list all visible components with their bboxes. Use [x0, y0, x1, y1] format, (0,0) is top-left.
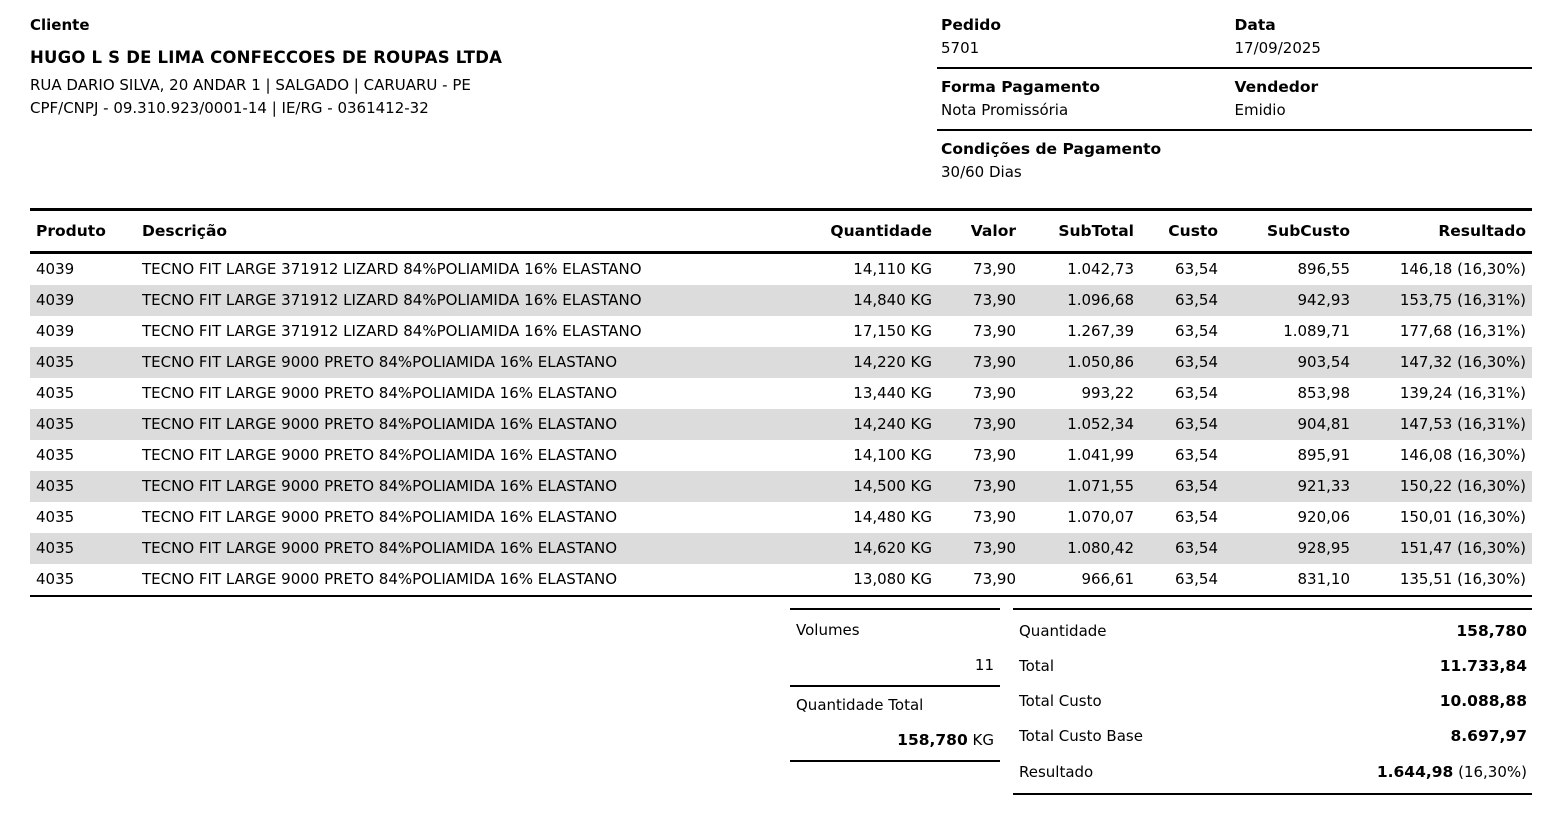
cell-valor: 73,90	[973, 508, 1016, 526]
cell-valor: 73,90	[973, 291, 1016, 309]
cell-descricao: TECNO FIT LARGE 9000 PRETO 84%POLIAMIDA 16% ELASTANO	[142, 384, 618, 402]
table-row	[30, 347, 1532, 378]
forma-pagamento-value: Nota Promissória	[941, 101, 1069, 119]
cell-descricao: TECNO FIT LARGE 9000 PRETO 84%POLIAMIDA 16% ELASTANO	[142, 508, 618, 526]
client-documents: CPF/CNPJ - 09.310.923/0001-14 | IE/RG - 0361412-32	[30, 99, 429, 117]
cell-produto: 4035	[36, 415, 75, 433]
cell-subtotal: 1.052,34	[1067, 415, 1134, 433]
cell-subcusto: 904,81	[1297, 415, 1350, 433]
cell-descricao: TECNO FIT LARGE 9000 PRETO 84%POLIAMIDA 16% ELASTANO	[142, 415, 618, 433]
cell-valor: 73,90	[973, 539, 1016, 557]
totals-resultado-value-group	[1377, 762, 1527, 781]
cell-descricao: TECNO FIT LARGE 9000 PRETO 84%POLIAMIDA 16% ELASTANO	[142, 570, 618, 588]
totals-total-custo-base-label: Total Custo Base	[1019, 726, 1143, 745]
cell-subcusto: 921,33	[1297, 477, 1350, 495]
cell-resultado: 135,51 (16,30%)	[1399, 570, 1526, 588]
cell-produto: 4039	[36, 260, 75, 278]
volumes-bottom-divider	[790, 760, 1000, 762]
cell-custo: 63,54	[1175, 291, 1218, 309]
order-field-data	[1235, 16, 1529, 57]
cell-subtotal: 1.042,73	[1067, 260, 1134, 278]
cell-valor: 73,90	[973, 260, 1016, 278]
pedido-value: 5701	[941, 39, 980, 57]
cell-produto: 4035	[36, 570, 75, 588]
order-row-condicoes	[937, 131, 1532, 191]
totals-resultado-value: 1.644,98	[1376, 762, 1454, 781]
cell-produto: 4035	[36, 353, 75, 371]
cell-resultado: 139,24 (16,31%)	[1399, 384, 1526, 402]
table-row	[30, 409, 1532, 440]
cell-quantidade: 14,840 KG	[853, 291, 932, 309]
order-field-condicoes	[941, 140, 1528, 181]
cell-descricao: TECNO FIT LARGE 371912 LIZARD 84%POLIAMIDA 16% ELASTANO	[142, 291, 642, 309]
cell-subtotal: 966,61	[1081, 570, 1134, 588]
cell-resultado: 177,68 (16,31%)	[1399, 322, 1526, 340]
cell-quantidade: 14,500 KG	[853, 477, 932, 495]
header-subtotal: SubTotal	[1022, 210, 1140, 253]
order-field-forma-pagamento	[941, 78, 1235, 119]
cell-resultado: 150,22 (16,30%)	[1399, 477, 1526, 495]
cell-produto: 4035	[36, 477, 75, 495]
cell-resultado: 147,53 (16,31%)	[1399, 415, 1526, 433]
cell-custo: 63,54	[1175, 260, 1218, 278]
cell-custo: 63,54	[1175, 384, 1218, 402]
vendedor-label: Vendedor	[1234, 78, 1319, 96]
totals-row-total	[1013, 648, 1532, 683]
cell-resultado: 146,18 (16,30%)	[1399, 260, 1526, 278]
cell-quantidade: 17,150 KG	[853, 322, 932, 340]
cell-quantidade: 13,080 KG	[853, 570, 932, 588]
volumes-label: Volumes	[796, 621, 860, 639]
cell-subcusto: 942,93	[1297, 291, 1350, 309]
table-row	[30, 564, 1532, 596]
cell-valor: 73,90	[973, 322, 1016, 340]
table-row	[30, 285, 1532, 316]
cell-descricao: TECNO FIT LARGE 371912 LIZARD 84%POLIAMIDA 16% ELASTANO	[142, 260, 642, 278]
items-header-row	[30, 210, 1532, 253]
cell-resultado: 147,32 (16,30%)	[1399, 353, 1526, 371]
cell-custo: 63,54	[1175, 508, 1218, 526]
client-block	[30, 14, 502, 120]
cell-valor: 73,90	[973, 353, 1016, 371]
totals-total-custo-base-value: 8.697,97	[1450, 726, 1527, 745]
report-header	[30, 14, 1532, 191]
cell-quantidade: 14,620 KG	[853, 539, 932, 557]
cell-quantidade: 14,100 KG	[853, 446, 932, 464]
cell-subtotal: 1.071,55	[1067, 477, 1134, 495]
cell-produto: 4039	[36, 322, 75, 340]
cell-produto: 4035	[36, 508, 75, 526]
cell-descricao: TECNO FIT LARGE 9000 PRETO 84%POLIAMIDA 16% ELASTANO	[142, 446, 618, 464]
client-address: RUA DARIO SILVA, 20 ANDAR 1 | SALGADO | CARUARU - PE	[30, 76, 471, 94]
totals-total-value: 11.733,84	[1439, 656, 1527, 675]
totals-total-label: Total	[1019, 656, 1055, 675]
cell-subcusto: 1.089,71	[1283, 322, 1350, 340]
cell-subtotal: 1.070,07	[1067, 508, 1134, 526]
cell-custo: 63,54	[1175, 415, 1218, 433]
cell-valor: 73,90	[973, 384, 1016, 402]
client-name: HUGO L S DE LIMA CONFECCOES DE ROUPAS LTDA	[30, 48, 503, 67]
volumes-box	[790, 608, 1000, 795]
table-row	[30, 533, 1532, 564]
cell-quantidade: 14,220 KG	[853, 353, 932, 371]
cell-subtotal: 1.050,86	[1067, 353, 1134, 371]
quantidade-total-value	[790, 724, 1000, 759]
cell-subtotal: 1.267,39	[1067, 322, 1134, 340]
cell-subcusto: 895,91	[1297, 446, 1350, 464]
cell-custo: 63,54	[1175, 322, 1218, 340]
cell-valor: 73,90	[973, 446, 1016, 464]
quantidade-total-unit: KG	[967, 731, 994, 749]
header-subcusto: SubCusto	[1224, 210, 1356, 253]
totals-row-resultado	[1013, 753, 1532, 789]
data-label: Data	[1234, 16, 1276, 34]
order-field-pedido	[941, 16, 1235, 57]
totals-quantidade-label: Quantidade	[1019, 621, 1107, 640]
table-row	[30, 440, 1532, 471]
cell-valor: 73,90	[973, 477, 1016, 495]
table-row	[30, 378, 1532, 409]
cell-custo: 63,54	[1175, 570, 1218, 588]
table-row	[30, 253, 1532, 286]
forma-pagamento-label: Forma Pagamento	[941, 78, 1100, 96]
totals-box	[1013, 608, 1532, 795]
cell-descricao: TECNO FIT LARGE 9000 PRETO 84%POLIAMIDA 16% ELASTANO	[142, 539, 618, 557]
items-table	[30, 208, 1532, 597]
cell-produto: 4039	[36, 291, 75, 309]
cell-subcusto: 896,55	[1297, 260, 1350, 278]
condicoes-label: Condições de Pagamento	[941, 140, 1162, 158]
cell-subcusto: 928,95	[1297, 539, 1350, 557]
cell-produto: 4035	[36, 446, 75, 464]
cell-descricao: TECNO FIT LARGE 9000 PRETO 84%POLIAMIDA 16% ELASTANO	[142, 353, 618, 371]
header-valor: Valor	[938, 210, 1022, 253]
header-produto: Produto	[30, 210, 136, 253]
order-row-pedido-data	[937, 14, 1532, 69]
totals-resultado-label: Resultado	[1019, 762, 1094, 781]
summary-section	[30, 608, 1532, 795]
cell-descricao: TECNO FIT LARGE 9000 PRETO 84%POLIAMIDA 16% ELASTANO	[142, 477, 618, 495]
cell-custo: 63,54	[1175, 353, 1218, 371]
cell-resultado: 153,75 (16,31%)	[1399, 291, 1526, 309]
table-row	[30, 502, 1532, 533]
cell-subcusto: 903,54	[1297, 353, 1350, 371]
cell-quantidade: 13,440 KG	[853, 384, 932, 402]
cell-produto: 4035	[36, 539, 75, 557]
cell-subcusto: 853,98	[1297, 384, 1350, 402]
pedido-label: Pedido	[941, 16, 1002, 34]
cell-resultado: 146,08 (16,30%)	[1399, 446, 1526, 464]
totals-row-total-custo-base	[1013, 718, 1532, 753]
quantidade-total-label: Quantidade Total	[796, 696, 924, 714]
table-row	[30, 316, 1532, 347]
cell-custo: 63,54	[1175, 539, 1218, 557]
header-custo: Custo	[1140, 210, 1224, 253]
cell-subtotal: 1.041,99	[1067, 446, 1134, 464]
order-info-block	[937, 14, 1532, 191]
totals-quantidade-value: 158,780	[1456, 621, 1527, 640]
header-quantidade: Quantidade	[802, 210, 938, 253]
cell-subtotal: 1.096,68	[1067, 291, 1134, 309]
order-row-pagamento-vendedor	[937, 69, 1532, 131]
cell-custo: 63,54	[1175, 446, 1218, 464]
cell-subtotal: 1.080,42	[1067, 539, 1134, 557]
cell-descricao: TECNO FIT LARGE 371912 LIZARD 84%POLIAMIDA 16% ELASTANO	[142, 322, 642, 340]
totals-resultado-percent: (16,30%)	[1453, 762, 1527, 781]
cell-quantidade: 14,110 KG	[853, 260, 932, 278]
items-table-head	[30, 210, 1532, 253]
cell-valor: 73,90	[973, 415, 1016, 433]
table-row	[30, 471, 1532, 502]
vendedor-value: Emidio	[1234, 101, 1286, 119]
totals-row-total-custo	[1013, 683, 1532, 718]
cell-quantidade: 14,480 KG	[853, 508, 932, 526]
order-field-vendedor	[1235, 78, 1529, 119]
cell-subcusto: 920,06	[1297, 508, 1350, 526]
header-descricao: Descrição	[136, 210, 802, 253]
cell-subcusto: 831,10	[1297, 570, 1350, 588]
volumes-value: 11	[974, 656, 994, 674]
client-section-label: Cliente	[30, 16, 90, 34]
totals-total-custo-label: Total Custo	[1019, 691, 1102, 710]
cell-quantidade: 14,240 KG	[853, 415, 932, 433]
totals-row-quantidade	[1013, 613, 1532, 648]
cell-produto: 4035	[36, 384, 75, 402]
condicoes-value: 30/60 Dias	[941, 163, 1022, 181]
cell-resultado: 150,01 (16,30%)	[1399, 508, 1526, 526]
totals-total-custo-value: 10.088,88	[1439, 691, 1527, 710]
cell-custo: 63,54	[1175, 477, 1218, 495]
header-resultado: Resultado	[1356, 210, 1532, 253]
items-table-body	[30, 253, 1532, 597]
cell-subtotal: 993,22	[1081, 384, 1134, 402]
quantidade-total-number: 158,780	[897, 731, 968, 749]
cell-valor: 73,90	[973, 570, 1016, 588]
cell-resultado: 151,47 (16,30%)	[1399, 539, 1526, 557]
data-value: 17/09/2025	[1234, 39, 1321, 57]
